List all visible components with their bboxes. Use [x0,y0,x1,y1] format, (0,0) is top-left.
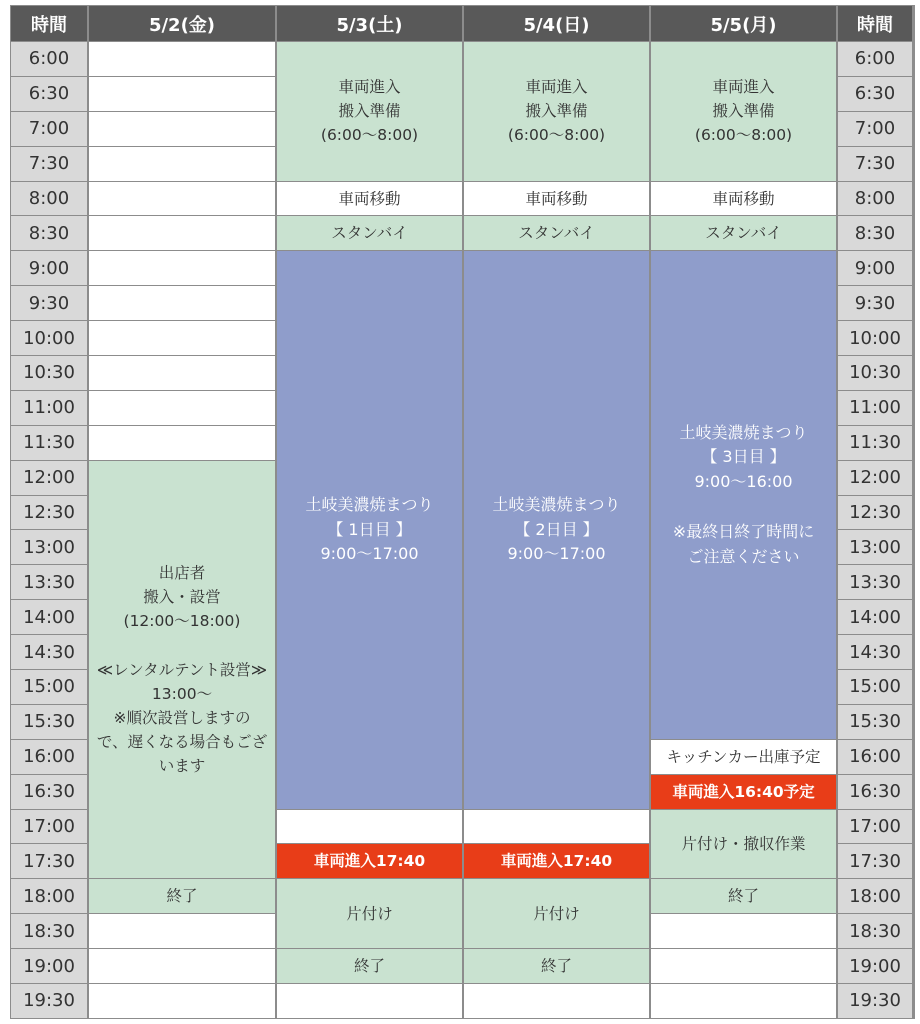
schedule-empty-cell [651,949,836,983]
time-label-left: 11:30 [11,426,87,460]
schedule-empty-cell [89,949,275,983]
schedule-event: 車両進入 搬入準備 (6:00〜8:00) [651,42,836,181]
time-label-left: 19:00 [11,949,87,983]
schedule-event: 片付け・撤収作業 [651,810,836,879]
time-label-left: 7:00 [11,112,87,146]
time-label-left: 9:30 [11,286,87,320]
schedule-event: 終了 [89,879,275,913]
schedule-event: 終了 [277,949,462,983]
time-label-left: 13:30 [11,565,87,599]
time-label-left: 17:30 [11,844,87,878]
time-label-right: 17:00 [838,810,912,844]
time-label-right: 15:00 [838,670,912,704]
schedule-event: 車両移動 [651,182,836,216]
time-label-right: 13:00 [838,530,912,564]
schedule-event: 土岐美濃焼まつり 【 3日目 】 9:00〜16:00 ※最終日終了時間に ご注意ください [651,251,836,738]
schedule-event: 土岐美濃焼まつり 【 2日目 】 9:00〜17:00 [464,251,649,808]
header-time-left: 時間 [11,6,87,41]
schedule-event: 車両移動 [277,182,462,216]
schedule-event: 車両進入17:40 [277,844,462,878]
schedule-event: キッチンカー出庫予定 [651,740,836,774]
header-day-5-5: 5/5(月) [651,6,836,41]
schedule-empty-cell [89,286,275,320]
schedule-event: 土岐美濃焼まつり 【 1日目 】 9:00〜17:00 [277,251,462,808]
schedule-empty-cell [651,984,836,1018]
schedule-event: 車両進入17:40 [464,844,649,878]
time-label-left: 14:00 [11,600,87,634]
time-label-left: 8:00 [11,182,87,216]
time-label-left: 19:30 [11,984,87,1018]
schedule-empty-cell [89,77,275,111]
header-day-5-4: 5/4(日) [464,6,649,41]
time-label-right: 13:30 [838,565,912,599]
schedule-event: 車両進入 搬入準備 (6:00〜8:00) [464,42,649,181]
time-label-right: 14:30 [838,635,912,669]
time-label-left: 8:30 [11,216,87,250]
time-label-right: 19:30 [838,984,912,1018]
time-label-right: 10:00 [838,321,912,355]
time-label-right: 6:30 [838,77,912,111]
schedule-empty-cell [651,914,836,948]
schedule-empty-cell [89,147,275,181]
time-label-left: 10:00 [11,321,87,355]
schedule-empty-cell [89,391,275,425]
time-label-right: 14:00 [838,600,912,634]
schedule-event: 車両進入16:40予定 [651,775,836,809]
time-label-left: 17:00 [11,810,87,844]
time-label-right: 18:00 [838,879,912,913]
schedule-empty-cell [89,42,275,76]
time-label-right: 8:30 [838,216,912,250]
schedule-table [10,5,915,1019]
header-day-5-2: 5/2(金) [89,6,275,41]
time-label-right: 9:00 [838,251,912,285]
time-label-right: 17:30 [838,844,912,878]
time-label-left: 18:30 [11,914,87,948]
time-label-left: 12:30 [11,496,87,530]
time-label-right: 19:00 [838,949,912,983]
time-label-right: 16:00 [838,740,912,774]
time-label-right: 10:30 [838,356,912,390]
schedule-empty-cell [89,984,275,1018]
time-label-left: 18:00 [11,879,87,913]
schedule-empty-cell [89,914,275,948]
time-label-right: 11:00 [838,391,912,425]
time-label-left: 12:00 [11,461,87,495]
time-label-right: 7:30 [838,147,912,181]
time-label-right: 8:00 [838,182,912,216]
schedule-empty-cell [89,356,275,390]
time-label-left: 9:00 [11,251,87,285]
time-label-left: 13:00 [11,530,87,564]
time-label-right: 12:30 [838,496,912,530]
time-label-right: 12:00 [838,461,912,495]
header-time-right: 時間 [838,6,912,41]
time-label-left: 6:00 [11,42,87,76]
time-label-right: 6:00 [838,42,912,76]
schedule-empty-cell [277,810,462,844]
schedule-event: 片付け [277,879,462,948]
schedule-event: 出店者 搬入・設営 (12:00〜18:00) ≪レンタルテント設営≫ 13:00〜 ※順次設営しますの で、遅くなる場合もござ います [89,461,275,879]
time-label-left: 14:30 [11,635,87,669]
schedule-empty-cell [89,321,275,355]
schedule-event: 終了 [464,949,649,983]
time-label-right: 16:30 [838,775,912,809]
time-label-left: 10:30 [11,356,87,390]
schedule-empty-cell [89,112,275,146]
header-day-5-3: 5/3(土) [277,6,462,41]
time-label-right: 7:00 [838,112,912,146]
time-label-right: 11:30 [838,426,912,460]
time-label-right: 9:30 [838,286,912,320]
schedule-event: スタンバイ [651,216,836,250]
schedule-empty-cell [464,810,649,844]
schedule-empty-cell [277,984,462,1018]
schedule-empty-cell [89,426,275,460]
time-label-left: 11:00 [11,391,87,425]
schedule-empty-cell [89,182,275,216]
time-label-left: 16:00 [11,740,87,774]
schedule-event: 車両移動 [464,182,649,216]
time-label-right: 15:30 [838,705,912,739]
time-label-left: 16:30 [11,775,87,809]
schedule-event: 片付け [464,879,649,948]
schedule-empty-cell [89,251,275,285]
schedule-event: スタンバイ [277,216,462,250]
schedule-empty-cell [464,984,649,1018]
schedule-event: 終了 [651,879,836,913]
time-label-left: 15:30 [11,705,87,739]
time-label-left: 7:30 [11,147,87,181]
time-label-right: 18:30 [838,914,912,948]
schedule-empty-cell [89,216,275,250]
schedule-event: スタンバイ [464,216,649,250]
time-label-left: 6:30 [11,77,87,111]
time-label-left: 15:00 [11,670,87,704]
schedule-event: 車両進入 搬入準備 (6:00〜8:00) [277,42,462,181]
